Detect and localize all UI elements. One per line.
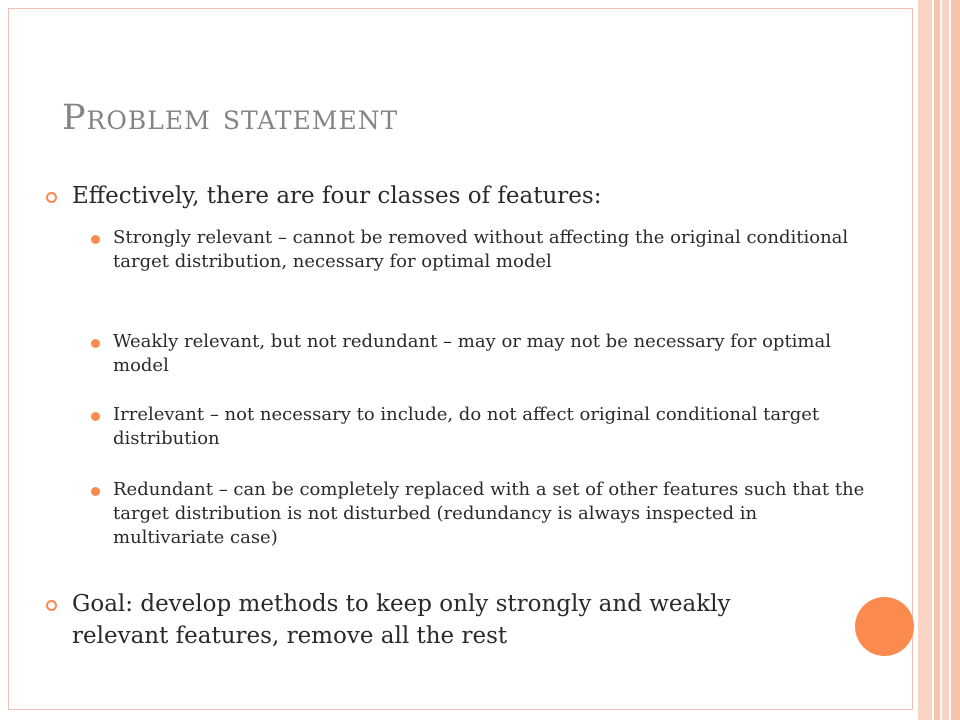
decorative-stripe xyxy=(942,0,949,720)
bullet-level1: Goal: develop methods to keep only strongly and weakly relevant features, remove all the rest xyxy=(72,591,731,649)
slide-title: Problem statement xyxy=(62,98,399,138)
bullet-level2: Strongly relevant – cannot be removed without affecting the original conditional target distribution, necessary for optimal model xyxy=(113,227,849,272)
bullet-ring-icon xyxy=(46,600,57,611)
bullet-level2: Redundant – can be completely replaced with a set of other features such that the target distribution is not disturbed (redundancy is always inspected in multivariate case) xyxy=(113,479,865,548)
decorative-circle xyxy=(855,597,914,656)
bullet-level1: Effectively, there are four classes of features: xyxy=(72,183,602,209)
bullet-level2: Weakly relevant, but not redundant – may or may not be necessary for optimal model xyxy=(113,331,831,376)
bullet-dot-icon xyxy=(91,235,100,244)
bullet-dot-icon xyxy=(91,412,100,421)
bullet-dot-icon xyxy=(91,487,100,496)
bullet-dot-icon xyxy=(91,339,100,348)
decorative-stripe xyxy=(951,0,960,720)
bullet-ring-icon xyxy=(46,192,57,203)
decorative-stripe xyxy=(918,0,932,720)
bullet-level2: Irrelevant – not necessary to include, do not affect original conditional target distribution xyxy=(113,404,820,449)
